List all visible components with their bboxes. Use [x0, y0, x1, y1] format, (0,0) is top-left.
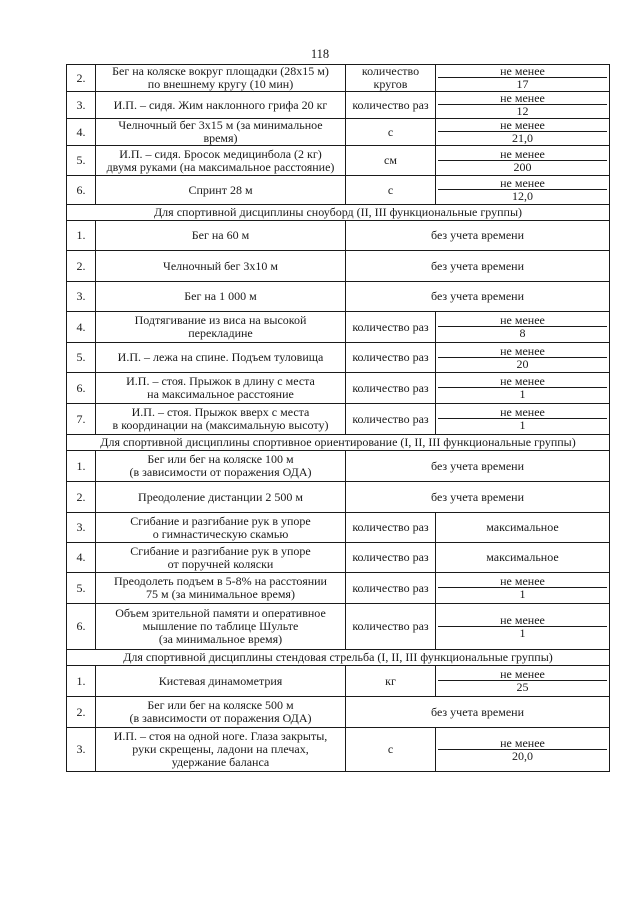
name-line: И.П. – сидя. Бросок медицинбола (2 кг)	[119, 146, 322, 161]
row-number: 3.	[67, 728, 96, 772]
norm-value	[436, 604, 610, 650]
table-row	[67, 451, 610, 482]
name-line: (в зависимости от поражения ОДА)	[129, 465, 312, 479]
row-number: 6.	[67, 373, 96, 404]
page-number: 118	[310, 47, 330, 61]
unit	[346, 543, 436, 573]
name-line: Бег или бег на коляске 100 м	[147, 452, 294, 466]
name-line: руки скрещены, ладони на плечах,	[132, 742, 309, 756]
name-line: о гимнастическую скамью	[152, 526, 289, 541]
row-number: 3.	[67, 282, 96, 312]
row-number: 4.	[67, 119, 96, 146]
test-name	[96, 604, 346, 650]
unit	[346, 513, 436, 543]
table-row	[67, 312, 610, 343]
norm-value: максимальное	[436, 543, 610, 573]
unit	[346, 65, 436, 92]
norm-value	[436, 146, 610, 176]
table-row	[67, 119, 610, 146]
table-row	[67, 666, 610, 697]
table-row	[67, 146, 610, 176]
name-line: перекладине	[188, 326, 253, 340]
unit-line: количество	[361, 64, 420, 78]
section-title: Для спортивной дисциплины сноуборд (II, III функциональные группы)	[67, 205, 610, 221]
unit-line: с	[387, 742, 394, 756]
test-name	[96, 482, 346, 513]
unit-line: количество раз	[352, 319, 429, 334]
norm-number: 1	[519, 418, 526, 432]
name-line: Преодолеть подъем в 5-8% на расстоянии	[114, 574, 327, 588]
norm-label: не менее	[438, 375, 607, 388]
norm-label: не менее	[438, 148, 607, 161]
unit-line: количество раз	[352, 350, 429, 364]
norm-number: 1	[519, 625, 526, 640]
name-line: Бег или бег на коляске 500 м	[147, 698, 294, 712]
norm-value	[436, 404, 610, 435]
unit-line: кг	[385, 673, 396, 688]
table-row	[67, 251, 610, 282]
name-line: мышление по таблице Шульте	[142, 619, 299, 633]
table-row	[67, 573, 610, 604]
norm-number: 25	[516, 680, 529, 694]
row-number: 4.	[67, 312, 96, 343]
test-name	[96, 92, 346, 119]
unit	[346, 404, 436, 435]
unit-line: количество раз	[352, 550, 429, 564]
norm-value-merged: без учета времени	[346, 221, 610, 251]
table-row	[67, 697, 610, 728]
name-line: по внешнему кругу (10 мин)	[147, 77, 294, 91]
norm-value	[436, 728, 610, 772]
table-row	[67, 482, 610, 513]
norm-label: не менее	[438, 92, 607, 105]
section-header-row	[67, 650, 610, 666]
row-number: 3.	[67, 513, 96, 543]
unit	[346, 666, 436, 697]
unit	[346, 373, 436, 404]
norm-label: не менее	[438, 119, 607, 132]
row-number: 6.	[67, 176, 96, 205]
test-name	[96, 312, 346, 343]
table-row	[67, 404, 610, 435]
norm-number: 12,0	[512, 189, 533, 203]
unit-line: кругов	[373, 77, 408, 91]
name-line: время)	[203, 131, 238, 145]
test-name	[96, 543, 346, 573]
row-number: 5.	[67, 343, 96, 373]
name-line: Кистевая динамометрия	[158, 673, 283, 688]
norm-value	[436, 176, 610, 205]
test-name	[96, 343, 346, 373]
name-line: (за минимальное время)	[158, 632, 283, 646]
row-number: 1.	[67, 221, 96, 251]
unit	[346, 119, 436, 146]
norm-label: не менее	[438, 177, 607, 190]
unit	[346, 92, 436, 119]
norm-number: 1	[519, 387, 526, 401]
test-name	[96, 697, 346, 728]
norm-value	[436, 312, 610, 343]
norm-number: 1	[519, 587, 526, 601]
norm-label: не менее	[438, 575, 607, 588]
norm-value-merged: без учета времени	[346, 697, 610, 728]
table-row	[67, 604, 610, 650]
test-name	[96, 221, 346, 251]
norm-number: 21,0	[512, 131, 533, 145]
table-row	[67, 513, 610, 543]
row-number: 5.	[67, 146, 96, 176]
table-row	[67, 65, 610, 92]
unit-line: с	[387, 124, 394, 139]
name-line: И.П. – стоя. Прыжок вверх с места	[131, 405, 310, 419]
table-row	[67, 373, 610, 404]
name-line: И.П. – лежа на спине. Подъем туловища	[117, 350, 324, 364]
test-name	[96, 176, 346, 205]
section-title: Для спортивной дисциплины спортивное ориентирование (I, II, III функциональные группы)	[67, 435, 610, 451]
unit	[346, 728, 436, 772]
norm-value	[436, 666, 610, 697]
table-row	[67, 176, 610, 205]
norm-number: 20	[516, 356, 529, 371]
table-row	[67, 282, 610, 312]
test-name	[96, 513, 346, 543]
norm-label: не менее	[438, 406, 607, 419]
norm-label: не менее	[438, 737, 607, 750]
unit-line: количество раз	[352, 380, 429, 395]
norm-value	[436, 92, 610, 119]
test-name	[96, 251, 346, 282]
norm-label: не менее	[438, 65, 607, 78]
name-line: удержание баланса	[171, 755, 270, 769]
test-name	[96, 404, 346, 435]
table-row	[67, 543, 610, 573]
unit	[346, 176, 436, 205]
name-line: от поручней коляски	[167, 556, 274, 571]
norm-value	[436, 119, 610, 146]
test-name	[96, 119, 346, 146]
name-line: Челночный бег 3х15 м (за минимальное	[118, 118, 323, 132]
unit	[346, 146, 436, 176]
unit-line: количество раз	[352, 520, 429, 534]
norm-label: не менее	[438, 614, 607, 627]
unit-line: см	[384, 153, 397, 167]
norm-value: максимальное	[436, 513, 610, 543]
name-line: Сгибание и разгибание рук в упоре	[130, 543, 311, 558]
norm-value	[436, 343, 610, 373]
unit-line: с	[387, 182, 394, 197]
norms-table	[66, 64, 610, 772]
name-line: на максимальное расстояние	[147, 387, 294, 401]
test-name	[96, 282, 346, 312]
row-number: 2.	[67, 697, 96, 728]
row-number: 2.	[67, 482, 96, 513]
name-line: И.П. – сидя. Жим наклонного грифа 20 кг	[113, 97, 328, 112]
unit-line: количество раз	[352, 619, 429, 633]
table-row	[67, 343, 610, 373]
norm-number: 8	[519, 326, 526, 340]
test-name	[96, 573, 346, 604]
row-number: 7.	[67, 404, 96, 435]
table-row	[67, 221, 610, 251]
norm-number: 200	[513, 159, 532, 174]
norm-value	[436, 373, 610, 404]
norm-value	[436, 573, 610, 604]
norm-value-merged: без учета времени	[346, 282, 610, 312]
name-line: Спринт 28 м	[188, 182, 253, 197]
test-name	[96, 373, 346, 404]
name-line: в координации на (максимальную высоту)	[112, 418, 329, 432]
row-number: 1.	[67, 666, 96, 697]
unit	[346, 312, 436, 343]
norm-value-merged: без учета времени	[346, 251, 610, 282]
name-line: Челночный бег 3х10 м	[163, 258, 278, 273]
name-line: Бег на 1 000 м	[184, 289, 257, 303]
test-name	[96, 666, 346, 697]
name-line: И.П. – стоя. Прыжок в длину с места	[126, 374, 315, 388]
name-line: двумя руками (на максимальное расстояние)	[106, 159, 335, 174]
row-number: 5.	[67, 573, 96, 604]
row-number: 6.	[67, 604, 96, 650]
name-line: Сгибание и разгибание рук в упоре	[130, 513, 311, 528]
norm-number: 12	[516, 104, 529, 118]
name-line: Преодоление дистанции 2 500 м	[138, 489, 303, 504]
test-name	[96, 146, 346, 176]
row-number: 2.	[67, 65, 96, 92]
norm-label: не менее	[438, 345, 607, 358]
table-row	[67, 92, 610, 119]
unit-line: количество раз	[352, 580, 429, 595]
unit-line: количество раз	[352, 411, 429, 426]
norm-number: 20,0	[512, 748, 533, 763]
row-number: 2.	[67, 251, 96, 282]
test-name	[96, 451, 346, 482]
norm-label: не менее	[438, 668, 607, 681]
norm-value-merged: без учета времени	[346, 482, 610, 513]
norm-label: не менее	[438, 314, 607, 327]
name-line: (в зависимости от поражения ОДА)	[129, 711, 312, 725]
section-header-row	[67, 435, 610, 451]
unit	[346, 604, 436, 650]
name-line: Бег на коляске вокруг площадки (28х15 м)	[112, 64, 329, 78]
norm-value	[436, 65, 610, 92]
table-row	[67, 728, 610, 772]
row-number: 3.	[67, 92, 96, 119]
norm-number: 17	[516, 77, 529, 91]
section-title: Для спортивной дисциплины стендовая стрельба (I, II, III функциональные группы)	[67, 650, 610, 666]
name-line: 75 м (за минимальное время)	[146, 587, 295, 601]
name-line: И.П. – стоя на одной ноге. Глаза закрыты,	[113, 729, 328, 743]
unit	[346, 343, 436, 373]
name-line: Объем зрительной памяти и оперативное	[115, 606, 326, 620]
unit-line: количество раз	[352, 97, 429, 112]
unit	[346, 573, 436, 604]
name-line: Подтягивание из виса на высокой	[134, 313, 307, 327]
name-line: Бег на 60 м	[191, 228, 250, 242]
test-name	[96, 728, 346, 772]
section-header-row	[67, 205, 610, 221]
norm-value-merged: без учета времени	[346, 451, 610, 482]
row-number: 4.	[67, 543, 96, 573]
row-number: 1.	[67, 451, 96, 482]
test-name	[96, 65, 346, 92]
